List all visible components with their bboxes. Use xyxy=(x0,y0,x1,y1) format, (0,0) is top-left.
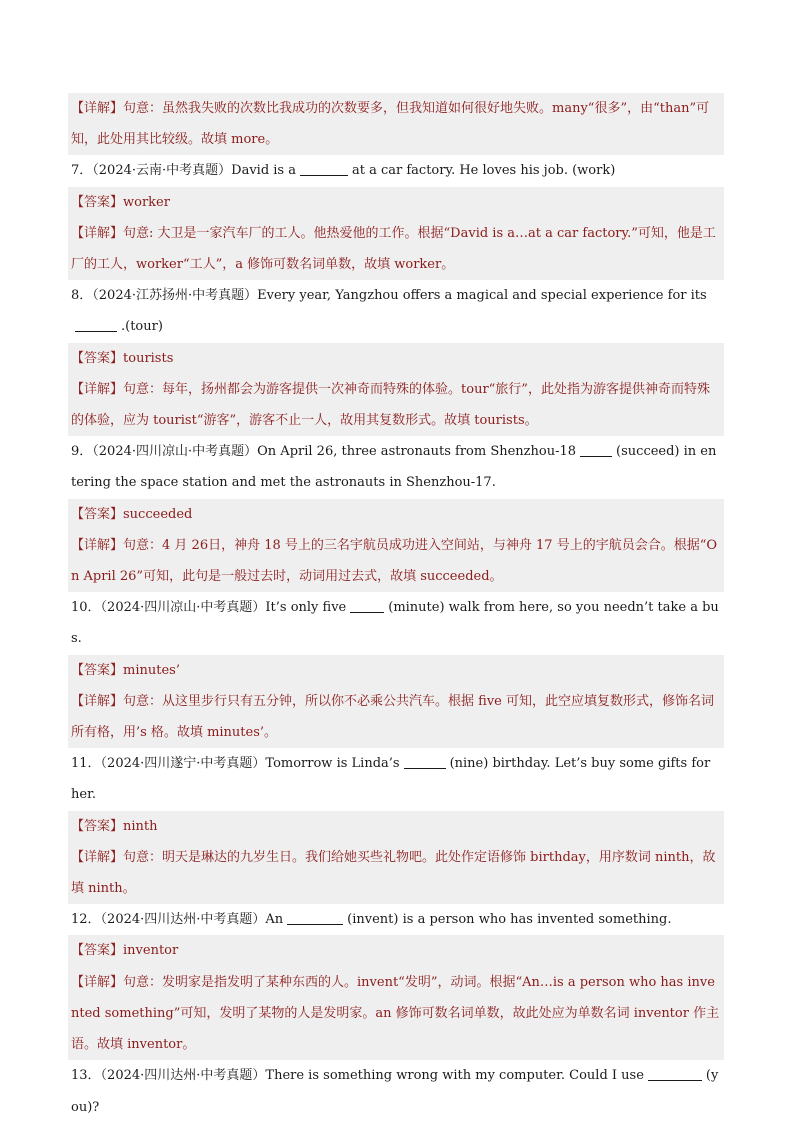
answer-tag: 【答案】 xyxy=(71,818,124,834)
question-source: （2024·四川凉山·中考真题） xyxy=(100,600,266,616)
explanation-text: 句意: 大卫是一家汽车厂的工人。他热爱他的工作。根据“David is a…at a car factory.”可知，他是工厂的工人，worker“工人”，a 修饰可数名词单数，故填 worker。 xyxy=(71,225,716,273)
explanation-text: 句意：从这里步行只有五分钟，所以你不必乘公共汽车。根据 five 可知，此空应填复数形式，修饰名词所有格，用’s 格。故填 minutes’。 xyxy=(71,693,714,741)
question-number: 9． xyxy=(71,444,93,460)
explanation-block xyxy=(68,218,724,280)
question-source: （2024·四川达州·中考真题） xyxy=(100,912,266,928)
question-text-after: (succeed) in entering the space station and met the astronauts in Shenzhou-17. xyxy=(71,444,717,491)
question-number: 7． xyxy=(71,163,93,179)
question-text-before: On April 26, three astronauts from Shenzhou-18 xyxy=(257,444,577,460)
question-text-after: at a car factory. He loves his job. (work) xyxy=(351,163,616,179)
question-number: 10． xyxy=(71,600,101,616)
explanation-block xyxy=(68,374,724,436)
question-text-before: Tomorrow is Linda’s xyxy=(265,756,400,772)
question-item xyxy=(68,748,724,810)
question-text-before: An xyxy=(265,912,284,928)
answer-line xyxy=(68,343,724,374)
question-number: 11． xyxy=(71,756,101,772)
answer-text: tourists xyxy=(123,350,174,366)
answer-line xyxy=(68,655,724,686)
explanation-tag: 【详解】 xyxy=(71,381,124,397)
question-source: （2024·云南·中考真题） xyxy=(92,163,232,179)
answer-text: minutes’ xyxy=(123,662,180,678)
answer-tag: 【答案】 xyxy=(71,662,124,678)
question-item xyxy=(68,155,724,186)
answer-line xyxy=(68,187,724,218)
explanation-block xyxy=(68,967,724,1061)
answer-blank xyxy=(350,598,384,613)
question-source: （2024·四川遂宁·中考真题） xyxy=(100,756,266,772)
explanation-text: 句意：每年，扬州都会为游客提供一次神奇而特殊的体验。tour“旅行”，此处指为游客提供神奇而特殊的体验，应为 tourist“游客”，游客不止一人，故用其复数形式。故填 tourists。 xyxy=(71,381,710,429)
answer-text: succeeded xyxy=(123,506,193,522)
answer-blank xyxy=(300,161,348,176)
question-text-before: David is a xyxy=(231,163,296,179)
exercise-list xyxy=(68,93,724,1123)
question-item xyxy=(68,436,724,498)
answer-blank xyxy=(648,1066,702,1081)
question-number: 12． xyxy=(71,912,101,928)
question-text-after: .(tour) xyxy=(121,319,163,335)
question-source: （2024·江苏扬州·中考真题） xyxy=(92,288,258,304)
explanation-block xyxy=(68,686,724,748)
explanation-block xyxy=(68,842,724,904)
answer-blank xyxy=(404,754,446,769)
answer-line xyxy=(68,499,724,530)
explanation-tag: 【详解】 xyxy=(71,101,124,116)
answer-tag: 【答案】 xyxy=(71,943,124,959)
explanation-block xyxy=(68,530,724,592)
question-source: （2024·四川凉山·中考真题） xyxy=(92,444,258,460)
explanation-tag: 【详解】 xyxy=(71,537,124,553)
question-text-before: There is something wrong with my computer. Could I use xyxy=(265,1068,644,1084)
answer-blank xyxy=(75,317,117,332)
answer-text: worker xyxy=(123,194,170,210)
explanation-tag: 【详解】 xyxy=(71,974,124,990)
answer-line xyxy=(68,811,724,842)
explanation-block xyxy=(68,93,724,155)
question-item xyxy=(68,592,724,654)
question-number: 8． xyxy=(71,288,93,304)
question-text-before: It’s only five xyxy=(265,600,347,616)
explanation-text: 句意：4 月 26日，神舟 18 号上的三名宇航员成功进入空间站，与神舟 17 号上的宇航员会合。根据“On April 26”可知，此句是一般过去时，动词用过去式，故填 succeeded。 xyxy=(71,537,718,585)
question-text-before: Every year, Yangzhou offers a magical and special experience for its xyxy=(257,288,707,304)
answer-line xyxy=(68,935,724,966)
answer-tag: 【答案】 xyxy=(71,506,124,522)
explanation-text: 句意：明天是琳达的九岁生日。我们给她买些礼物吧。此处作定语修饰 birthday，用序数词 ninth，故填 ninth。 xyxy=(71,849,716,897)
answer-blank xyxy=(287,910,343,925)
answer-text: inventor xyxy=(123,943,179,959)
question-item xyxy=(68,904,724,935)
answer-text: ninth xyxy=(123,818,158,834)
question-text-after: (minute) walk from here, so you needn’t take a bus. xyxy=(71,600,719,647)
question-text-after: (you)? xyxy=(71,1068,719,1115)
question-item xyxy=(68,280,724,342)
question-source: （2024·四川达州·中考真题） xyxy=(100,1068,266,1084)
explanation-tag: 【详解】 xyxy=(71,693,124,709)
explanation-text: 句意：虽然我失败的次数比我成功的次数要多，但我知道如何很好地失败。many“很多”，由“than”可知，此处用其比较级。故填 more。 xyxy=(71,101,710,148)
answer-tag: 【答案】 xyxy=(71,350,124,366)
question-text-after: (invent) is a person who has invented something. xyxy=(347,912,672,928)
question-text-after: (nine) birthday. Let’s buy some gifts for her. xyxy=(71,756,711,803)
question-item xyxy=(68,1060,724,1122)
explanation-tag: 【详解】 xyxy=(71,225,124,241)
explanation-tag: 【详解】 xyxy=(71,849,124,865)
explanation-text: 句意：发明家是指发明了某种东西的人。invent“发明”，动词。根据“An…is a person who has invented something”可知，发明了某物的人是发明家。an 修饰可数名词单数，故此处应为单数名词 inventor 作主语。故填 inventor。 xyxy=(71,974,720,1053)
question-number: 13． xyxy=(71,1068,101,1084)
answer-blank xyxy=(580,442,612,457)
answer-tag: 【答案】 xyxy=(71,194,124,210)
